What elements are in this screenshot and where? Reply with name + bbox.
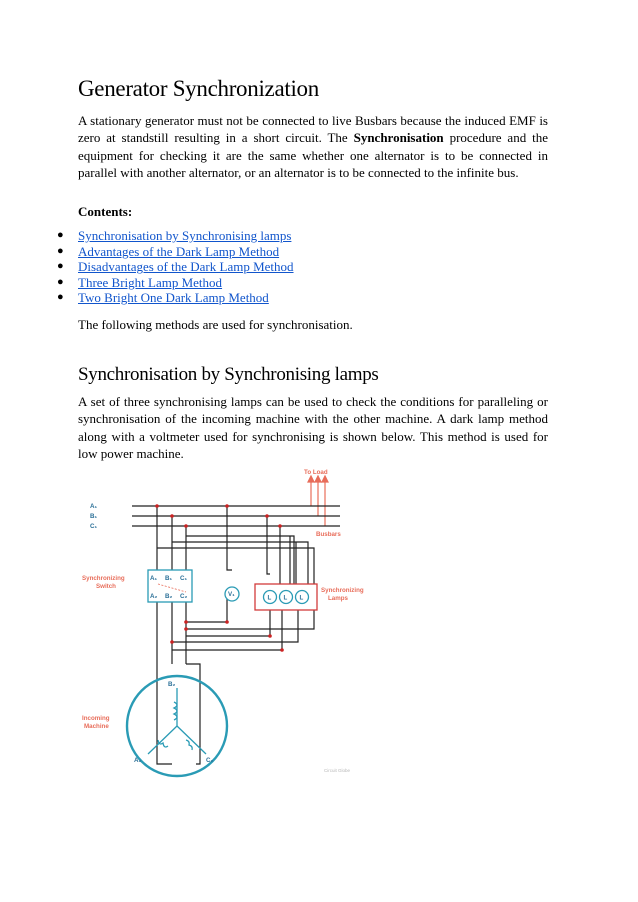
bullet-icon: ● bbox=[57, 244, 64, 257]
switch-term-a1: A₁ bbox=[150, 575, 158, 582]
section-heading: Synchronisation by Synchronising lamps bbox=[78, 364, 379, 385]
contents-label: Contents: bbox=[78, 204, 133, 219]
busbars-label: Busbars bbox=[316, 531, 341, 538]
bus-label-c1: C₁ bbox=[90, 523, 98, 530]
toc-link-synchronising-lamps[interactable]: Synchronisation by Synchronising lamps bbox=[78, 228, 292, 243]
lamp-label-1: L bbox=[267, 594, 272, 602]
machine-label-line2: Machine bbox=[84, 723, 109, 730]
lamps-label-line1: Synchronizing bbox=[321, 587, 364, 594]
lamp-label-3: L bbox=[299, 594, 304, 602]
machine-label-line1: Incoming bbox=[82, 715, 110, 722]
switch-term-c1: C₁ bbox=[180, 575, 188, 582]
voltmeter-label: V₁ bbox=[228, 591, 235, 598]
methods-text: The following methods are used for synchronisation. bbox=[78, 317, 353, 332]
switch-term-b2: B₂ bbox=[165, 593, 173, 600]
toc-link-dark-lamp-disadvantages[interactable]: Disadvantages of the Dark Lamp Method bbox=[78, 259, 294, 275]
page-title: Generator Synchronization bbox=[78, 76, 319, 101]
toc-link-dark-lamp-advantages[interactable]: Advantages of the Dark Lamp Method bbox=[78, 243, 280, 259]
switch-term-c2: C₂ bbox=[180, 593, 188, 600]
machine-term-b2: B₂ bbox=[168, 681, 176, 688]
switch-label-line1: Synchronizing bbox=[82, 575, 125, 582]
circuit-wires bbox=[157, 506, 314, 764]
bullet-icon: ● bbox=[57, 229, 64, 241]
section-paragraph: A set of three synchronising lamps can be used to check the conditions for paralleling or synchronisation of the incoming machine with the other machine. A dark lamp method along with a voltmeter used for synchronising is shown below. This method is used for low power machine. bbox=[78, 394, 548, 462]
busbars bbox=[132, 506, 340, 526]
machine-term-c2: C₂ bbox=[206, 757, 214, 764]
bullet-icon: ● bbox=[57, 291, 64, 304]
bullet-icon: ● bbox=[57, 260, 64, 273]
lamp-label-2: L bbox=[283, 594, 288, 602]
intro-paragraph bbox=[78, 112, 548, 182]
lamps-label-line2: Lamps bbox=[328, 595, 348, 602]
bullet-icon: ● bbox=[57, 275, 64, 288]
intro-text-start: A stationary generator must not be connected to live Busbars because the induced EMF is zero at standstill resulting in a short circuit. The bbox=[78, 113, 548, 146]
diagram-watermark: Circuit Globe bbox=[324, 768, 351, 773]
intro-text-end: procedure and the equipment for checking it are the same whether one alternator is to be connected in parallel with another alternator, or an alternator is to be connected to the infinite bus. bbox=[78, 130, 548, 181]
toc-link-three-bright-lamp[interactable]: Three Bright Lamp Method bbox=[78, 274, 223, 290]
switch-term-b1: B₁ bbox=[165, 575, 173, 582]
intro-bold-term: Synchronisation bbox=[353, 130, 444, 146]
switch-term-a2: A₂ bbox=[150, 593, 158, 600]
to-load-label: To Load bbox=[304, 469, 328, 476]
toc-link-two-bright-one-dark[interactable]: Two Bright One Dark Lamp Method bbox=[78, 290, 269, 306]
machine-term-a2: A₂ bbox=[134, 757, 142, 764]
bus-label-a1: A₁ bbox=[90, 503, 98, 510]
switch-label-line2: Switch bbox=[96, 583, 116, 590]
synchronizing-circuit-diagram bbox=[72, 464, 372, 784]
bus-label-b1: B₁ bbox=[90, 513, 98, 520]
to-load-arrows bbox=[308, 476, 328, 526]
